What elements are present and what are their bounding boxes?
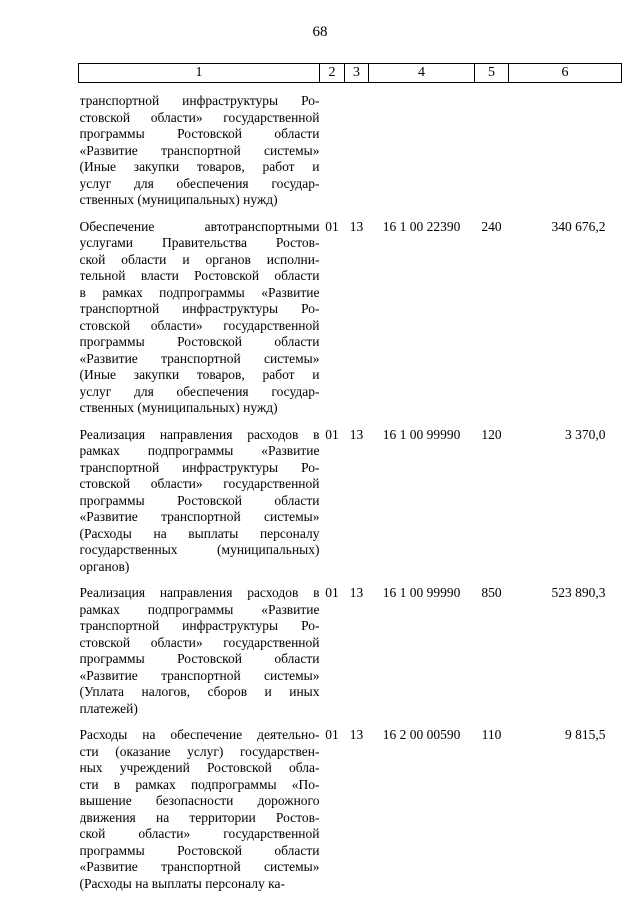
description-line: ской области и органов исполни-	[79, 251, 320, 267]
description-line: Обеспечение автотранспортными	[79, 218, 320, 234]
description-line: стовской области» государственной	[79, 634, 320, 650]
amount-value: 523 890,3	[551, 585, 606, 600]
description-line: стовской области» государственной	[79, 317, 320, 333]
subsection-code: 13	[349, 218, 364, 234]
description-line: государственных (муниципальных)	[79, 542, 320, 557]
target-article-code	[369, 83, 475, 209]
budget-table	[78, 63, 622, 892]
expense-type-code: 850	[481, 585, 502, 600]
expense-type-code: 240	[481, 218, 502, 234]
description-line: программы Ростовской области	[79, 334, 320, 349]
description-line: Расходы на обеспечение деятельно-	[79, 727, 320, 742]
description-line: программы Ростовской области	[79, 651, 320, 666]
table-body	[79, 83, 622, 893]
description-line: «Развитие транспортной системы»	[79, 350, 320, 366]
column-header-6: 6	[509, 64, 622, 83]
subsection-code: 13	[349, 585, 364, 600]
section-code: 01	[325, 426, 339, 442]
description-line: тельной власти Ростовской области	[79, 268, 320, 283]
description-line: рамках подпрограммы «Развитие	[79, 601, 320, 617]
column-header-3: 3	[345, 64, 369, 83]
description-line: ской области» государственной	[79, 826, 320, 841]
description-line: программы Ростовской области	[79, 842, 320, 858]
row-description	[79, 717, 320, 892]
description-line: транспортной инфраструктуры Ро-	[79, 301, 320, 316]
description-line: услуг для обеспечения государ-	[79, 175, 320, 191]
description-line: услуг для обеспечения государ-	[79, 383, 320, 399]
table-header-row	[79, 64, 622, 83]
description-line: (Иные закупки товаров, работ и	[79, 159, 320, 174]
column-header-1: 1	[79, 64, 320, 83]
column-header-2: 2	[320, 64, 345, 83]
column-header-4: 4	[369, 64, 475, 83]
subsection-code: 13	[349, 426, 364, 442]
description-line: (Расходы на выплаты персоналу ка-	[79, 875, 285, 891]
description-line: стовской области» государственной	[79, 476, 320, 491]
row-description	[79, 575, 320, 717]
row-description	[79, 83, 320, 209]
description-line: программы Ростовской области	[79, 126, 320, 141]
description-line: стовской области» государственной	[79, 109, 320, 125]
description-line: сти в рамках подпрограммы «По-	[79, 776, 320, 792]
description-line: рамках подпрограммы «Развитие	[79, 443, 320, 458]
expense-type-code	[475, 83, 509, 209]
table-row	[79, 417, 622, 576]
description-line: вышение безопасности дорожного	[79, 793, 320, 808]
target-article-code: 16 1 00 99990	[382, 426, 461, 442]
description-line: «Развитие транспортной системы»	[79, 859, 320, 874]
description-line: Реализация направления расходов в	[79, 426, 320, 442]
description-line: ственных (муниципальных) нужд)	[79, 192, 278, 207]
section-code: 01	[325, 218, 339, 234]
expense-type-code: 120	[481, 426, 502, 442]
target-article-code: 16 1 00 99990	[382, 585, 461, 600]
table-row	[79, 83, 622, 209]
description-line: (Расходы на выплаты персоналу	[79, 525, 320, 541]
description-line: платежей)	[79, 700, 138, 716]
amount-value	[509, 83, 622, 209]
row-description	[79, 209, 320, 417]
table-row	[79, 575, 622, 717]
description-line: транспортной инфраструктуры Ро-	[79, 459, 320, 475]
description-line: сти (оказание услуг) государствен-	[79, 743, 320, 759]
page-number: 68	[312, 24, 328, 40]
amount-value: 9 815,5	[565, 727, 606, 742]
row-description	[79, 417, 320, 576]
description-line: ных учреждений Ростовской обла-	[79, 760, 320, 775]
description-line: (Уплата налогов, сборов и иных	[79, 684, 320, 699]
subsection-code	[345, 83, 369, 209]
table-row	[79, 209, 622, 417]
amount-value: 340 676,2	[551, 218, 606, 234]
description-line: «Развитие транспортной системы»	[79, 667, 320, 683]
column-header-5: 5	[475, 64, 509, 83]
subsection-code: 13	[349, 727, 364, 742]
description-line: Реализация направления расходов в	[79, 585, 320, 600]
description-line: «Развитие транспортной системы»	[79, 509, 320, 524]
description-line: в рамках подпрограммы «Развитие	[79, 284, 320, 300]
description-line: движения на территории Ростов-	[79, 809, 320, 825]
section-code	[320, 83, 345, 209]
description-line: транспортной инфраструктуры Ро-	[79, 618, 320, 633]
amount-value: 3 370,0	[565, 426, 606, 442]
description-line: ственных (муниципальных) нужд)	[79, 400, 278, 415]
table-row	[79, 717, 622, 892]
description-line: (Иные закупки товаров, работ и	[79, 367, 320, 382]
expense-type-code: 110	[481, 727, 502, 742]
section-code: 01	[325, 727, 339, 742]
description-line: органов)	[79, 558, 130, 574]
description-line: программы Ростовской области	[79, 492, 320, 508]
target-article-code: 16 1 00 22390	[382, 218, 461, 234]
target-article-code: 16 2 00 00590	[382, 727, 461, 742]
description-line: транспортной инфраструктуры Ро-	[79, 93, 320, 108]
section-code: 01	[325, 585, 339, 600]
description-line: услугами Правительства Ростов-	[79, 235, 320, 250]
description-line: «Развитие транспортной системы»	[79, 142, 320, 158]
